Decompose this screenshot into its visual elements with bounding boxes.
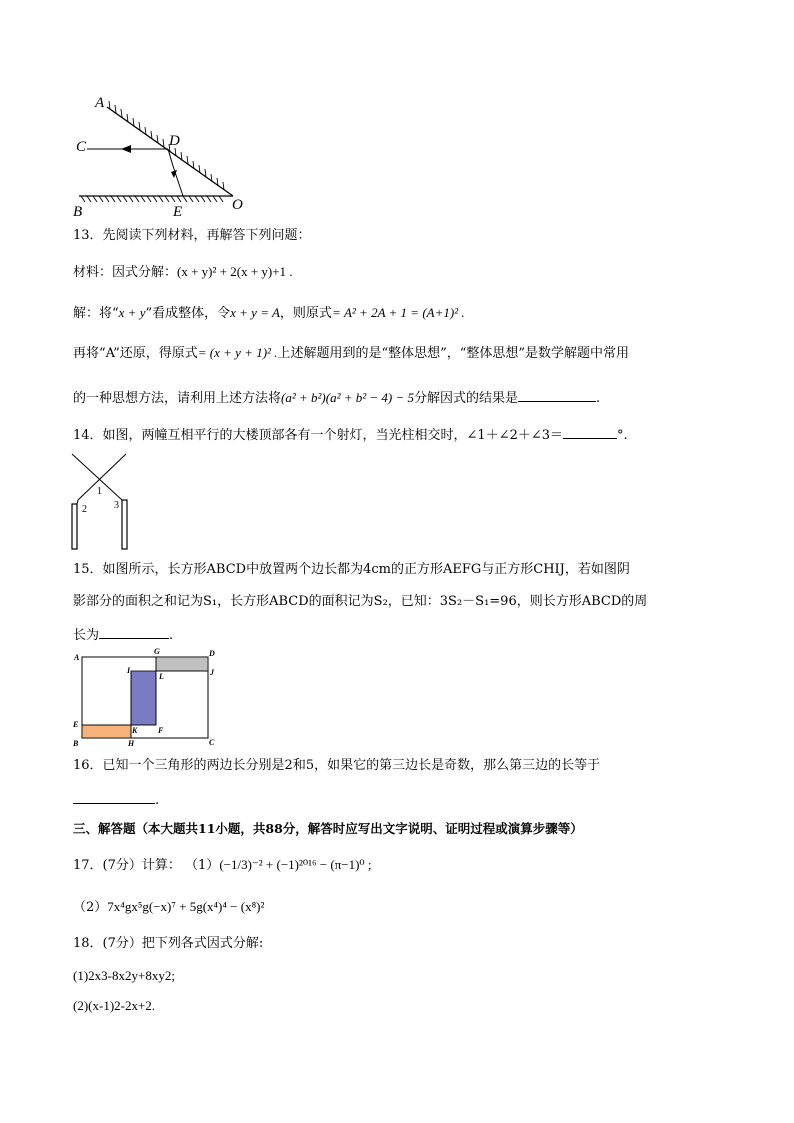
- q18-part1: (1)2x3-8x2y+8xy2;: [73, 968, 175, 983]
- q13-sol-math: = A² + 2A + 1 = (A+1)² .: [331, 305, 465, 320]
- q13-answer-blank[interactable]: [518, 387, 596, 402]
- q16-answer-blank[interactable]: [73, 789, 155, 804]
- q17-part2-expr: 7x⁴gx⁵g(−x)⁷ + 5g(x⁴)⁴ − (x⁸)²: [107, 899, 265, 914]
- q15-answer-blank[interactable]: [99, 624, 169, 639]
- q13-sol-text: 再将“A”还原，得原式: [73, 346, 198, 361]
- q14-answer-blank[interactable]: [563, 424, 617, 439]
- label-a: A: [95, 95, 105, 111]
- q13-sol-math: x + y = A: [230, 305, 280, 320]
- q13-sol-text: ”看成整体，令: [145, 306, 231, 321]
- section-heading: 三、解答题（本大题共11小题，共88分，解答时应写出文字说明、证明过程或演算步骤等）: [73, 821, 583, 836]
- q15-line2: 影部分的面积之和记为S₁，长方形ABCD的面积记为S₂，已知：3S₂－S₁=96，则长方形ABCD的周: [73, 594, 648, 609]
- q15-line3-end: .: [169, 628, 174, 643]
- q13-sol-text: 分解因式的结果是: [414, 391, 519, 406]
- angle-3-label: 3: [114, 500, 119, 511]
- angle-1-label: 1: [97, 486, 102, 497]
- label-d: D: [169, 133, 180, 149]
- label-f: F: [158, 726, 164, 735]
- q13-sol-text: 解：将“: [73, 306, 119, 321]
- label-o: O: [232, 197, 243, 213]
- shade-orange: [82, 725, 131, 738]
- label-c: C: [209, 738, 215, 747]
- q13-solution-line1: [73, 304, 465, 323]
- label-i: I: [127, 666, 131, 675]
- q13-sol-text: 上述解题用到的是“整体思想”，“整体思想”是数学解题中常用: [277, 346, 630, 361]
- angle-2-label: 2: [82, 504, 87, 515]
- building-right: [122, 500, 127, 549]
- q13-solution-line3: [73, 387, 600, 408]
- rectangle-diagram: [68, 648, 228, 750]
- q17-prefix: 17．(7分）计算：: [73, 858, 181, 873]
- q17-line1: [73, 856, 372, 875]
- q15-line3-text: 长为: [73, 628, 100, 643]
- label-j: J: [210, 668, 214, 677]
- label-d: D: [209, 649, 215, 658]
- q14-text-end: °.: [617, 428, 628, 443]
- shade-gray: [156, 657, 208, 671]
- label-g: G: [154, 648, 160, 656]
- q14-text-body: 14．如图，两幢互相平行的大楼顶部各有一个射灯，当光柱相交时，∠1＋∠2＋∠3＝: [73, 428, 564, 443]
- q15-line1: 15．如图所示，长方形ABCD中放置两个边长都为4cm的正方形AEFG与正方形CHIJ，若如图阴: [73, 562, 630, 577]
- q13-sol-math: = (x + y + 1)² .: [197, 345, 278, 360]
- q13-material-expr: (x + y)² + 2(x + y)+1 .: [177, 264, 293, 279]
- mirror-diagram: [65, 92, 255, 222]
- q18-title: 18．(7分）把下列各式因式分解:: [73, 936, 264, 951]
- q13-sol-text: 的一种思想方法，请利用上述方法将: [73, 391, 282, 406]
- q13-material: [73, 263, 293, 282]
- q13-solution-line2: [73, 344, 629, 363]
- label-h: H: [128, 739, 135, 748]
- searchlight-diagram: [66, 452, 138, 552]
- q13-sol-text: ，则原式: [279, 306, 332, 321]
- shade-blue: [131, 671, 156, 725]
- q17-part1-label: （1）: [185, 858, 220, 873]
- label-e: E: [173, 204, 183, 220]
- q13-sol-math: x + y: [118, 305, 146, 320]
- mirror-bo: [79, 196, 233, 202]
- arrow-dc-icon: [121, 145, 131, 153]
- q16-line2: [73, 789, 159, 810]
- q13-material-prefix: 材料：因式分解：: [73, 265, 178, 280]
- q13-sol-math: (a² + b²)(a² + b² − 4) − 5: [281, 390, 415, 405]
- q13-title: 13．先阅读下列材料，再解答下列问题：: [73, 228, 311, 243]
- label-k: K: [132, 726, 138, 735]
- q18-part2: (2)(x-1)2-2x+2.: [73, 998, 156, 1013]
- building-left: [72, 504, 77, 549]
- q17-part2-label: （2）: [73, 900, 108, 915]
- label-b: B: [73, 204, 83, 220]
- q15-line3: [73, 624, 173, 645]
- q14-text: [73, 424, 628, 445]
- label-e: E: [73, 720, 79, 729]
- label-c: C: [76, 139, 87, 155]
- q17-line2: [73, 898, 264, 917]
- q16-line2-end: .: [155, 793, 160, 808]
- label-l: L: [159, 672, 164, 681]
- label-b: B: [73, 739, 79, 748]
- label-a: A: [74, 653, 80, 662]
- ray-ed: [173, 166, 183, 196]
- q17-part1-expr: (−1/3)⁻² + (−1)²⁰¹⁶ − (π−1)⁰ ;: [219, 857, 372, 872]
- q16-line1: 16．已知一个三角形的两边长分别是2和5，如果它的第三边长是奇数，那么第三边的长等于: [73, 758, 601, 773]
- q13-sol-text: .: [596, 391, 601, 406]
